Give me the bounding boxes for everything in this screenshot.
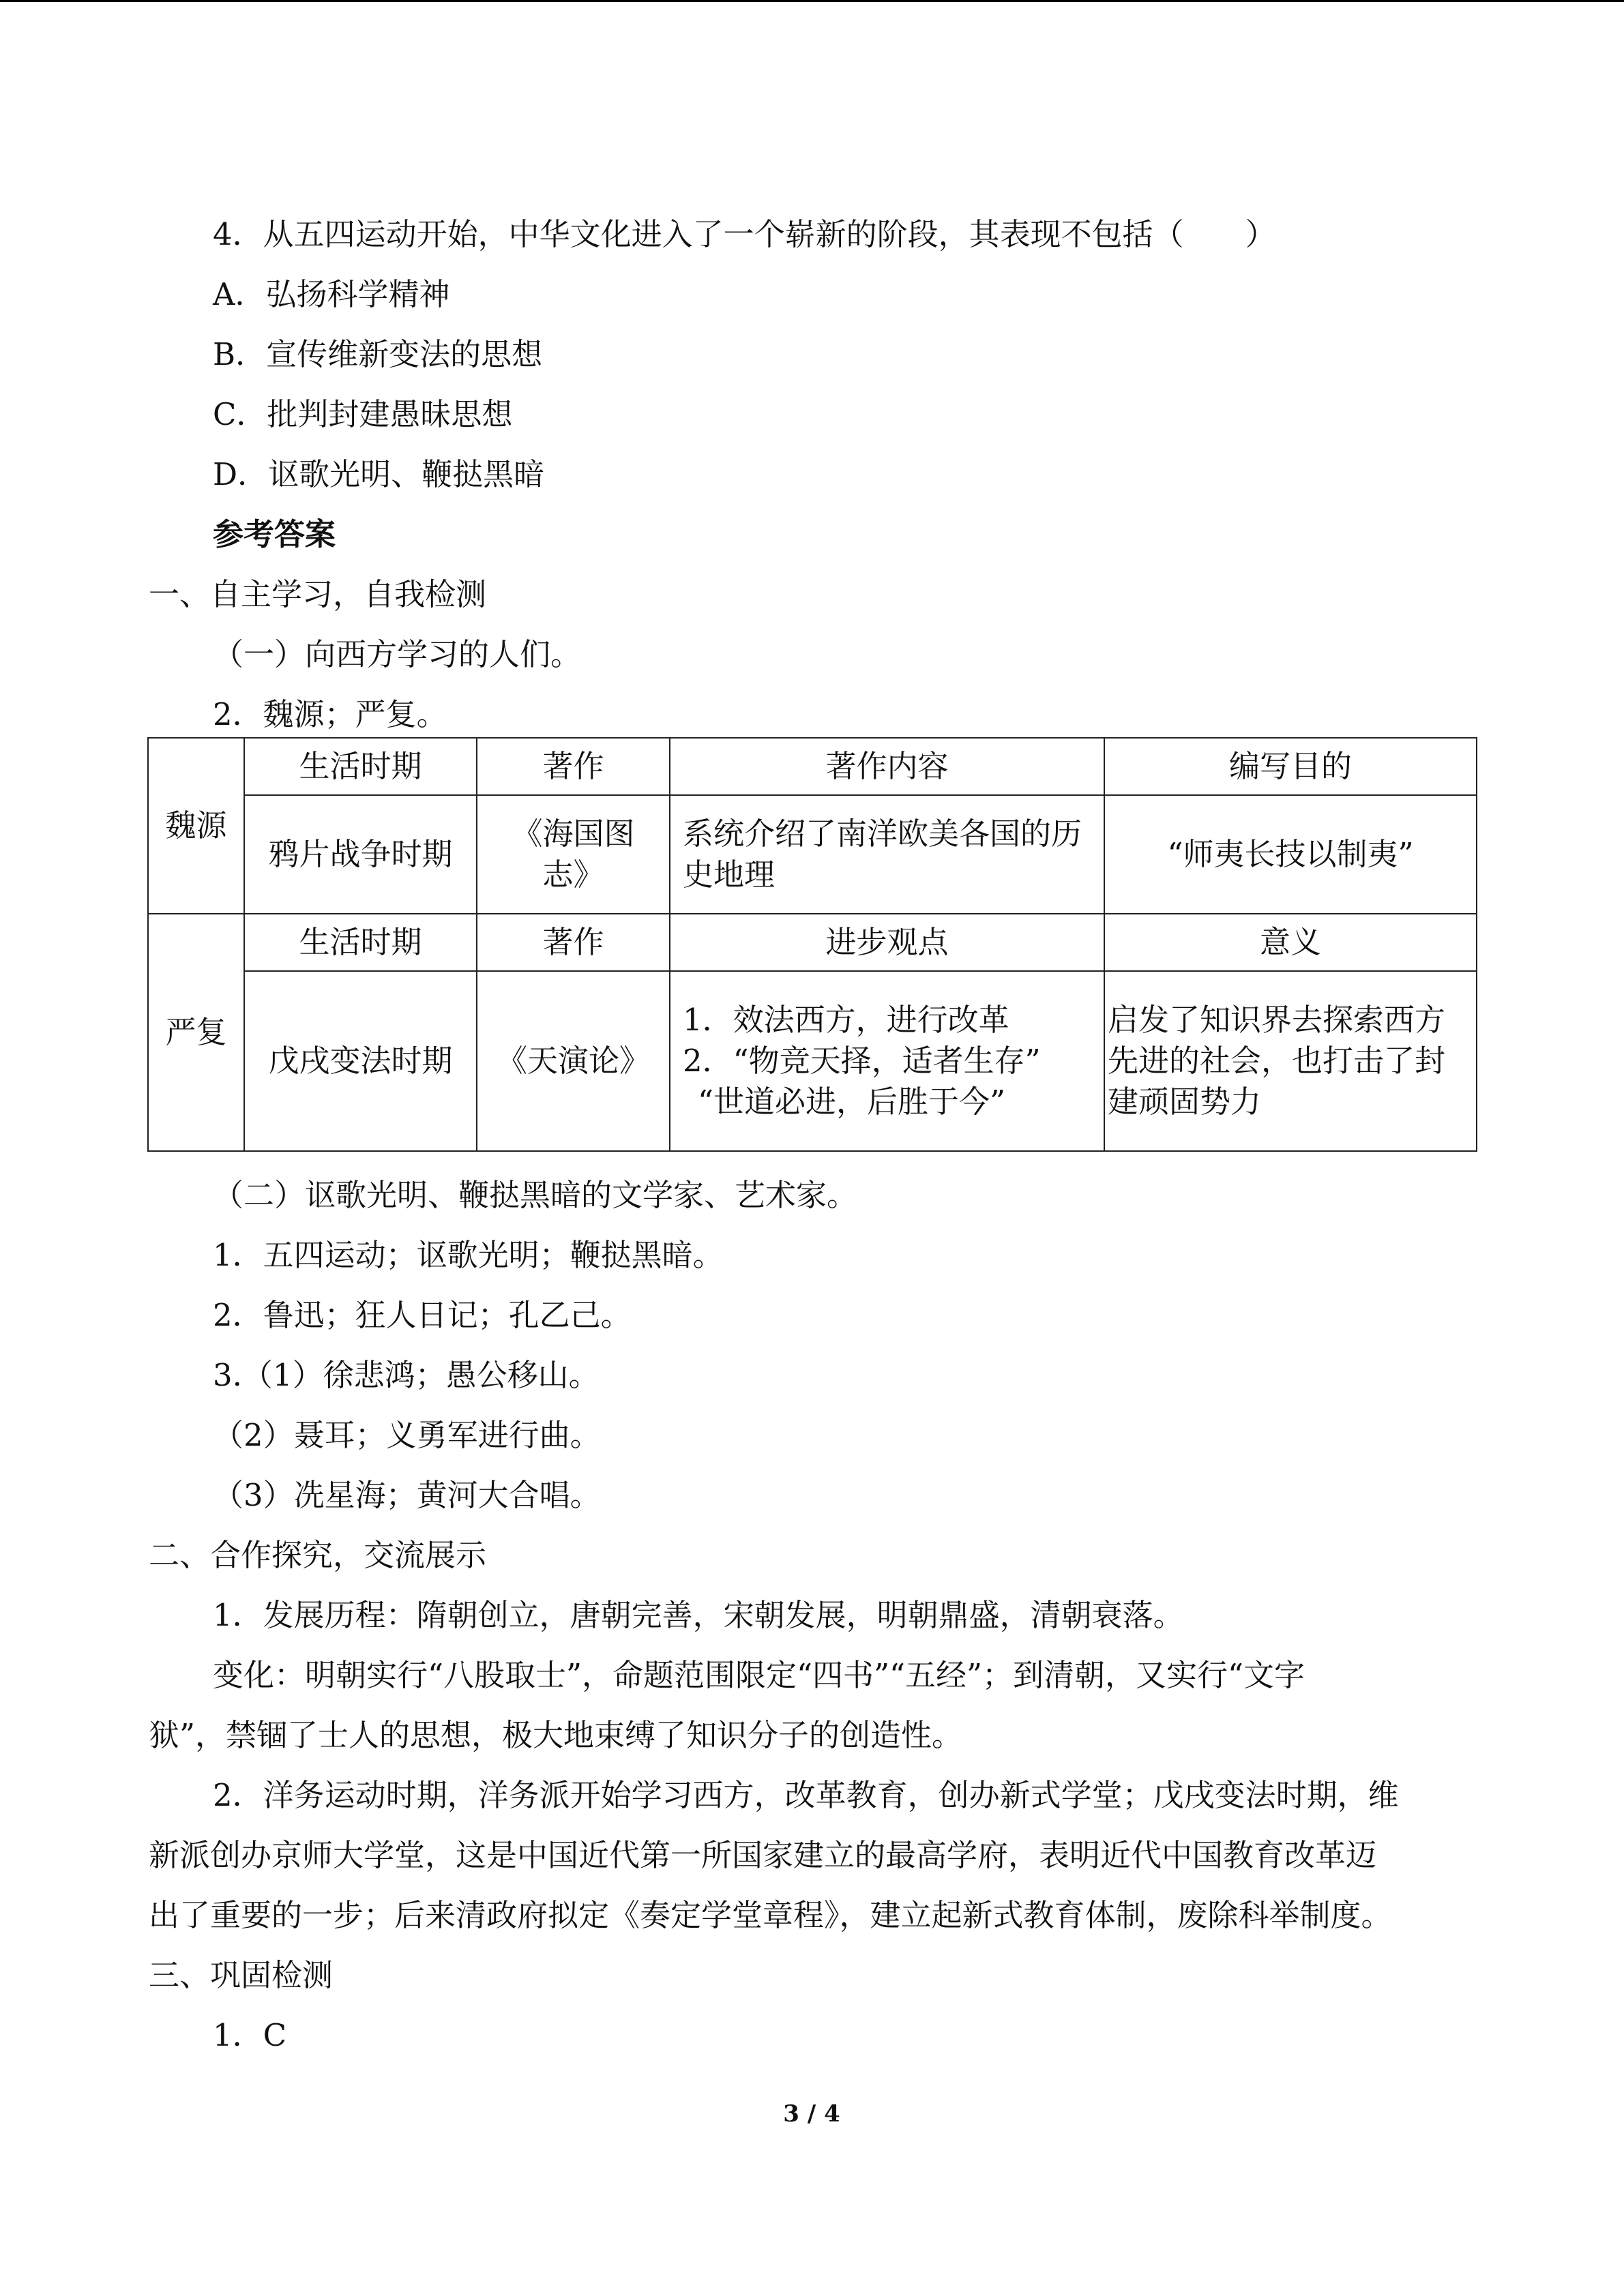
weiyuan-purpose: “师夷长技以制夷” — [1104, 795, 1477, 914]
weiyuan-content: 系统介绍了南洋欧美各国的历史地理 — [670, 795, 1104, 914]
top-border — [0, 0, 1624, 2]
yanfu-period: 戊戌变法时期 — [244, 971, 477, 1151]
header-content: 著作内容 — [670, 738, 1104, 795]
yanfu-significance: 启发了知识界去探索西方先进的社会，也打击了封建顽固势力 — [1104, 971, 1477, 1151]
thinkers-table — [147, 737, 1477, 1152]
header-work: 著作 — [477, 738, 670, 795]
yanfu-view-2: 2．“物竞天择，适者生存” — [683, 1043, 1041, 1079]
weiyuan-header-row — [148, 738, 1477, 795]
yanfu-data-row — [148, 971, 1477, 1151]
header-period: 生活时期 — [244, 914, 477, 971]
section-1-title: 一、自主学习，自我检测 — [149, 576, 487, 612]
part-2-item: 2．鲁迅；狂人日记；孔乙己。 — [213, 1297, 632, 1333]
section-2-paragraph-3-cont: 新派创办京师大学堂，这是中国近代第一所国家建立的最高学府，表明近代中国教育改革迈 — [149, 1837, 1377, 1873]
part-2-item: （2）聂耳；义勇军进行曲。 — [213, 1417, 601, 1453]
option-c: C．批判封建愚昧思想 — [213, 396, 513, 432]
option-d: D．讴歌光明、鞭挞黑暗 — [213, 456, 545, 492]
section-2-paragraph-2-cont: 狱”，禁锢了士人的思想，极大地束缚了知识分子的创造性。 — [149, 1717, 963, 1753]
section-3-title: 三、巩固检测 — [149, 1957, 334, 1993]
weiyuan-work: 《海国图志》 — [477, 795, 670, 914]
section-3-item-1: 1．C — [213, 2017, 287, 2053]
header-period: 生活时期 — [244, 738, 477, 795]
weiyuan-name-cell: 魏源 — [148, 738, 244, 914]
part-2-item: （3）冼星海；黄河大合唱。 — [213, 1477, 601, 1513]
header-work: 著作 — [477, 914, 670, 971]
option-b: B．宣传维新变法的思想 — [213, 336, 543, 372]
answers-title: 参考答案 — [213, 516, 336, 552]
page-number: 3 / 4 — [783, 2100, 840, 2128]
part-2-item: 3.（1）徐悲鸿；愚公移山。 — [213, 1357, 600, 1393]
weiyuan-data-row — [148, 795, 1477, 914]
question-4-stem: 4．从五四运动开始，中华文化进入了一个崭新的阶段，其表现不包括（ ） — [213, 216, 1276, 252]
yanfu-views — [670, 971, 1104, 1151]
yanfu-work: 《天演论》 — [477, 971, 670, 1151]
section-2-paragraph-1: 1．发展历程：隋朝创立，唐朝完善，宋朝发展，明朝鼎盛，清朝衰落。 — [213, 1597, 1184, 1633]
yanfu-view-3: “世道必进，后胜于今” — [698, 1084, 1006, 1120]
yanfu-header-row — [148, 914, 1477, 971]
header-significance: 意义 — [1104, 914, 1477, 971]
header-purpose: 编写目的 — [1104, 738, 1477, 795]
option-a: A．弘扬科学精神 — [213, 276, 450, 312]
item-2: 2．魏源；严复。 — [213, 696, 447, 732]
section-2-title: 二、合作探究，交流展示 — [149, 1537, 487, 1573]
section-2-paragraph-2: 变化：明朝实行“八股取士”，命题范围限定“四书”“五经”；到清朝，又实行“文字 — [213, 1657, 1305, 1693]
header-views: 进步观点 — [670, 914, 1104, 971]
weiyuan-period: 鸦片战争时期 — [244, 795, 477, 914]
part-2-item: 1．五四运动；讴歌光明；鞭挞黑暗。 — [213, 1237, 724, 1273]
yanfu-view-1: 1．效法西方，进行改革 — [683, 1002, 1009, 1038]
part-1-title: （一）向西方学习的人们。 — [213, 636, 582, 672]
yanfu-name-cell: 严复 — [148, 914, 244, 1151]
section-2-paragraph-3-cont: 出了重要的一步；后来清政府拟定《奏定学堂章程》，建立起新式教育体制，废除科举制度。 — [149, 1897, 1392, 1933]
section-2-paragraph-3: 2．洋务运动时期，洋务派开始学习西方，改革教育，创办新式学堂；戊戌变法时期，维 — [213, 1777, 1399, 1813]
part-2-title: （二）讴歌光明、鞭挞黑暗的文学家、艺术家。 — [213, 1177, 858, 1213]
